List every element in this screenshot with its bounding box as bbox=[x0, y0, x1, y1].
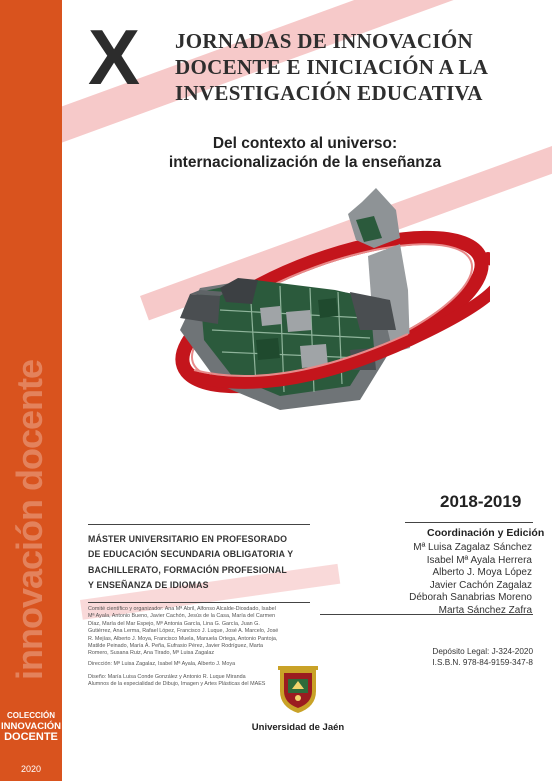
committee-line: R. Mejías, Alberto J. Moya, Francisco Muela, Manuela Ortega, Antonio Pantoja, bbox=[88, 635, 278, 642]
cover-subtitle-line: Del contexto al universo: bbox=[212, 135, 398, 152]
committee-line: Díaz, María del Mar Espejo, Mª Antonia García, Lina G. García, Juan G. bbox=[88, 620, 260, 627]
coordinator-name: Déborah Sanabrias Moreno bbox=[409, 592, 532, 604]
divider-left-top bbox=[88, 524, 310, 525]
master-programme-line: Y ENSEÑANZA DE IDIOMAS bbox=[88, 580, 209, 591]
cover-title-line: INVESTIGACIÓN EDUCATIVA bbox=[175, 81, 483, 105]
cover-illustration bbox=[160, 180, 490, 420]
divider-right-top bbox=[405, 522, 533, 523]
committee-line: Matilde Peinado, María Á. Peña, Eufrasio Pérez, Javier Rodríguez, Marta bbox=[88, 643, 263, 650]
spine-band bbox=[0, 0, 62, 781]
cover-subtitle bbox=[140, 134, 470, 172]
cover-title-line: DOCENTE E INICIACIÓN A LA bbox=[175, 55, 489, 79]
collection-label bbox=[0, 710, 62, 743]
coordinator-name: Javier Cachón Zagalaz bbox=[429, 579, 532, 591]
coordinators-list bbox=[380, 542, 532, 618]
coordinator-name: Mª Luisa Zagalaz Sánchez bbox=[413, 542, 532, 553]
master-programme bbox=[88, 532, 308, 594]
academic-year: 2018-2019 bbox=[440, 492, 522, 511]
cover-title bbox=[175, 28, 545, 106]
master-programme-line: BACHILLERATO, FORMACIÓN PROFESIONAL bbox=[88, 564, 287, 575]
isbn: I.S.B.N. 978-84-9159-347-8 bbox=[432, 658, 533, 667]
committee-line: Mª Ayala, Antonio Bueno, Javier Cachón, Jesús de la Casa, María del Carmen bbox=[88, 613, 276, 620]
master-programme-line: MÁSTER UNIVERSITARIO EN PROFESORADO bbox=[88, 534, 288, 544]
design-line: Diseño: María Luisa Conde González y Antonio R. Luque Miranda bbox=[88, 674, 246, 680]
spine-year: 2020 bbox=[20, 764, 42, 774]
committee-line: Gutiérrez, Ana Lerma, Rafael López, Francisco J. Luque, José A. Marcelo, José bbox=[88, 628, 279, 635]
committee-credits bbox=[88, 606, 314, 658]
committee-line: Comité científico y organizador: Ana Mª Abril, Alfonso Alcalde-Diosdado, Isabel bbox=[88, 606, 276, 612]
collection-label-line3: DOCENTE bbox=[4, 731, 58, 743]
committee-line: Romero, Susana Ruiz, Ana Tirado, Mª Luisa Zagalaz bbox=[88, 650, 215, 657]
coordinator-name: Marta Sánchez Zafra bbox=[438, 604, 532, 616]
cover-subtitle-line: internacionalización de la enseñanza bbox=[168, 154, 442, 171]
edition-numeral: X bbox=[88, 13, 141, 101]
divider-left-bottom bbox=[88, 602, 310, 603]
collection-label-line1: COLECCIÓN bbox=[7, 711, 55, 720]
master-programme-line: DE EDUCACIÓN SECUNDARIA OBLIGATORIA Y bbox=[88, 549, 294, 560]
university-shield-icon bbox=[276, 665, 320, 715]
coordinator-name: Alberto J. Moya López bbox=[432, 567, 532, 579]
spine-vertical-text: innovación docente bbox=[9, 359, 50, 681]
legal-deposit: Depósito Legal: J-324-2020 bbox=[432, 647, 533, 656]
coordinator-name: Isabel Mª Ayala Herrera bbox=[426, 554, 532, 566]
design-line: Alumnos de la especialidad de Dibujo, Imagen y Artes Plásticas del MAES bbox=[88, 681, 266, 688]
coordination-heading: Coordinación y Edición bbox=[427, 527, 545, 539]
collection-label-line2: INNOVACIÓN bbox=[1, 721, 61, 732]
publisher-name: Universidad de Jaén bbox=[251, 722, 345, 733]
direction-credits: Dirección: Mª Luisa Zagalaz, Isabel Mª Ayala, Alberto J. Moya bbox=[88, 661, 236, 667]
cover-title-line: JORNADAS DE INNOVACIÓN bbox=[175, 29, 473, 53]
legal-info bbox=[400, 646, 533, 668]
